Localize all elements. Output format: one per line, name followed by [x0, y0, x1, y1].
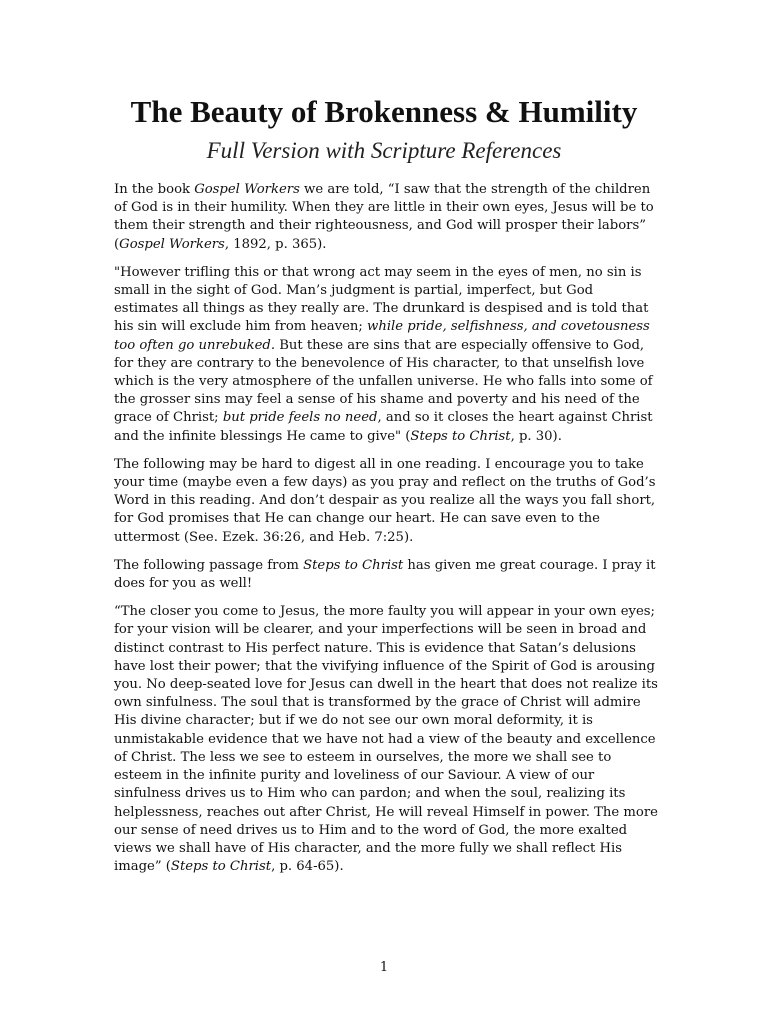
text-run: In the book — [114, 182, 195, 197]
text-run: , 1892, p. 365). — [224, 236, 327, 252]
text-run: But these are sins that are especially offensive to God, for they are contrary to the benevolence of His character, to that unselfish love which is the very atmosphere of the unfallen universe. He who falls into some of the grosser sins may feel a sense of his shame and poverty and his need of the grace of Christ; — [114, 337, 653, 426]
paragraph-trifling-wrong — [114, 264, 659, 446]
text-run: , p. 64-65). — [271, 859, 344, 875]
text-run: has given me great courage. I pray it does for you as well! — [114, 557, 656, 592]
paragraph-hard-to-digest: The following may be hard to digest all in one reading. I encourage you to take your time (maybe even a few days) as you pray and reflect on the truths of God’s Word in this reading. And don’t despair as you realize all the ways you fall short, for God promises that He can change our heart. He can save even to the uttermost (See. Ezek. 36:26, and Heb. 7:25). — [114, 456, 656, 545]
text-run: "However trifling this or that wrong act may seem in the eyes of men, no sin is small in the sight of God. Man’s judgment is partial, imperfect, but God estimates all things as they really are. The drunkard is despised and is told that his sin will exclude him from heaven; — [114, 264, 649, 335]
book-title-italic: Gospel Workers — [119, 236, 225, 252]
emphasis-italic: but pride feels no need — [222, 410, 378, 426]
text-run: , p. 30). — [510, 428, 562, 444]
text-run: “The closer you come to Jesus, the more faulty you will appear in your own eyes; for your vision will be clearer, and your imperfections will be seen in broad and distinct contrast to His perfect nature. This is evidence that Satan’s delusions have lost their power; that the vivifying influence of the Spirit of God is arousing you. No deep-seated love for Jesus can dwell in the heart that does not realize its own sinfulness. The soul that is transformed by the grace of Christ will admire His divine character; but if we do not see our own moral deformity, it is unmistakable evidence that we have not had a view of the beauty and excellence of Christ. The less we see to esteem in ourselves, the more we shall see to esteem in the infinite purity and loveliness of our Saviour. A view of our sinfulness drives us to Him who can pardon; and when the soul, realizing its helplessness, reaches out after Christ, He will reveal Himself in power. The more our sense of need drives us to Him and to the word of God, the more exalted views we shall have of His character, and the more fully we shall reflect His image” ( — [114, 604, 658, 875]
book-title-italic: Steps to Christ — [410, 428, 511, 444]
text-run: The following passage from — [114, 557, 304, 573]
text-run: we are told, “I saw that the strength of the children of God is in their humility. When they are little in their own eyes, Jesus will be to them their strength and their righteousness, and God will prosper their labors” ( — [114, 182, 654, 252]
book-title-italic: Gospel Workers — [194, 182, 300, 197]
text-run: , and so it closes the heart against Christ and the infinite blessings He came to give" ( — [114, 410, 653, 444]
document-body — [114, 181, 659, 886]
emphasis-italic: while pride, selfishness, and covetousness too often go unrebuked. — [114, 319, 650, 353]
book-title-italic: Steps to Christ — [170, 859, 272, 875]
document-subtitle: Full Version with Scripture References — [206, 138, 562, 163]
paragraph-closer-to-jesus — [114, 603, 659, 876]
document-title: The Beauty of Brokenness & Humility — [130, 94, 638, 129]
book-title-italic: Steps to Christ — [303, 557, 404, 573]
paragraph-gospel-workers — [114, 181, 659, 254]
page-number: 1 — [379, 960, 389, 975]
paragraph-great-courage — [114, 557, 659, 593]
